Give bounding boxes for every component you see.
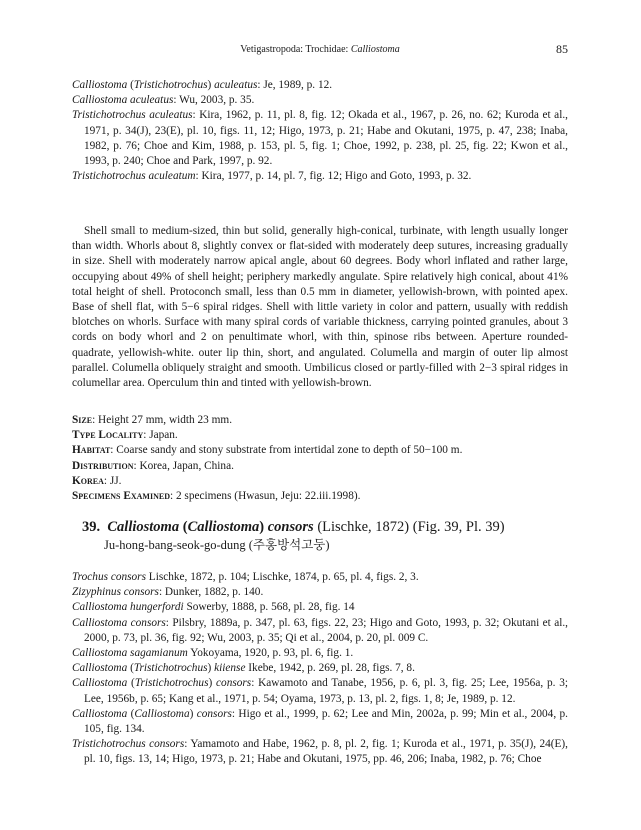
synonym-entry: Calliostoma aculeatus: Wu, 2003, p. 35.	[72, 94, 255, 107]
page-number: 85	[556, 42, 568, 56]
fact-distribution: Distribution: Korea, Japan, China.	[72, 459, 234, 472]
species-description	[72, 224, 568, 391]
species-facts	[72, 413, 568, 504]
running-head: Vetigastropoda: Trochidae: Calliostoma	[240, 44, 400, 55]
species-heading	[82, 518, 562, 554]
synonym-entry: Calliostoma hungerfordi Sowerby, 1888, p. 568, pl. 28, fig. 14	[72, 601, 355, 614]
synonym-entry: Tristichotrochus consors: Yamamoto and Habe, 1962, p. 8, pl. 2, fig. 1; Kuroda et al., 1971, p. 35(J), 24(E), pl. 10, figs. 13, 14; Higo, 1973, p. 21; Habe and Okutani, 1975, pp. 46, 206; Inaba, 1982, p. 76; Choe	[72, 738, 568, 766]
fact-korea: Korea: JJ.	[72, 474, 122, 487]
synonym-entry: Calliostoma sagamianum Yokoyama, 1920, p. 93, pl. 6, fig. 1.	[72, 647, 354, 660]
synonymy-list-consors	[72, 570, 568, 768]
synonym-entry: Calliostoma (Tristichotrochus) consors: Kawamoto and Tanabe, 1956, p. 6, pl. 3, fig. 25; Lee, 1956a, p. 3; Lee, 1956b, p. 65; Kang et al., 1971, p. 54; Oyama, 1973, p. 13, pl. 2, figs. 1, 8; Je, 1989, p. 12.	[72, 677, 569, 705]
fact-specimens-examined: Specimens Examined: 2 specimens (Hwasun, Jeju: 22.iii.1998).	[72, 490, 361, 503]
korean-common-name: Ju-hong-bang-seok-go-dung (주홍방석고둥)	[104, 538, 330, 552]
species-title: 39. Calliostoma (Calliostoma) consors (Lischke, 1872) (Fig. 39, Pl. 39)	[82, 519, 505, 535]
synonym-entry: Zizyphinus consors: Dunker, 1882, p. 140.	[72, 586, 264, 599]
synonym-entry: Tristichotrochus aculeatus: Kira, 1962, p. 11, pl. 8, fig. 12; Okada et al., 1967, p. 26, no. 62; Kuroda et al., 1971, p. 34(J), 23(E), pl. 10, figs. 11, 12; Higo, 1973, p. 21; Habe and Okutani, 1975, p. 47, 238; Inaba, 1982, p. 76; Choe and Kim, 1988, p. 153, pl. 5, fig. 1; Choe, 1992, p. 238, pl. 25, fig. 22; Kwon et al., 1993, p. 240; Choe and Park, 1997, p. 92.	[72, 109, 568, 168]
fact-type-locality: Type Locality: Japan.	[72, 429, 178, 442]
synonym-entry: Trochus consors Lischke, 1872, p. 104; Lischke, 1874, p. 65, pl. 4, figs. 2, 3.	[72, 571, 419, 583]
fact-size: Size: Height 27 mm, width 23 mm.	[72, 414, 233, 426]
synonym-entry: Calliostoma (Tristichotrochus) aculeatus: Je, 1989, p. 12.	[72, 79, 333, 91]
synonym-entry: Calliostoma consors: Pilsbry, 1889a, p. 347, pl. 63, figs. 22, 23; Higo and Goto, 1993, p. 32; Okutani et al., 2000, p. 73, pl. 36, fig. 92; Wu, 2003, p. 35; Qi et al., 2004, p. 20, pl. 009 C.	[72, 616, 568, 644]
synonym-entry: Calliostoma (Tristichotrochus) kiiense Ikebe, 1942, p. 269, pl. 28, figs. 7, 8.	[72, 662, 415, 675]
description-paragraph: Shell small to medium-sized, thin but solid, generally high-conical, turbinate, with length usually longer than width. Whorls about 8, slightly convex or flat-sided with moderately deep sutures, increasing gradually in size. Shell with moderately narrow apical angle, about 60 degrees. Body whorl inflated and rather large, occupying about 49% of shell height; periphery markedly angulate. Spire relatively high conical, about 41% total height of shell. Protoconch small, less than 0.5 mm in diameter, yellowish-brown, with pointed apex. Base of shell flat, with 5−6 spiral ridges. Shell with little variety in color and pattern, usually with reddish blotches on whorls. Surface with many spiral cords of variable thickness, carrying pointed granules, about 3 cords on body whorl and 2 on penultimate whorl, with thin, spinose ribs between. Aperture rounded-quadrate, yellowish-white. outer lip thin, short, and angulated. Columella and margin of outer lip almost parallel. Columella obliquely straight and smooth. Umbilicus closed or partly-filled with 2−3 spiral ridges in columellar area. Operculum thin and tinted with yellowish-brown.	[72, 225, 568, 390]
synonym-entry: Tristichotrochus aculeatum: Kira, 1977, p. 14, pl. 7, fig. 12; Higo and Goto, 1993, p. 32.	[72, 170, 472, 183]
synonym-entry: Calliostoma (Calliostoma) consors: Higo et al., 1999, p. 62; Lee and Min, 2002a, p. 99; Min et al., 2004, p. 105, fig. 134.	[72, 707, 568, 736]
fact-habitat: Habitat: Coarse sandy and stony substrate from intertidal zone to depth of 50−100 m.	[72, 444, 463, 457]
synonymy-list-aculeatus	[72, 78, 568, 184]
